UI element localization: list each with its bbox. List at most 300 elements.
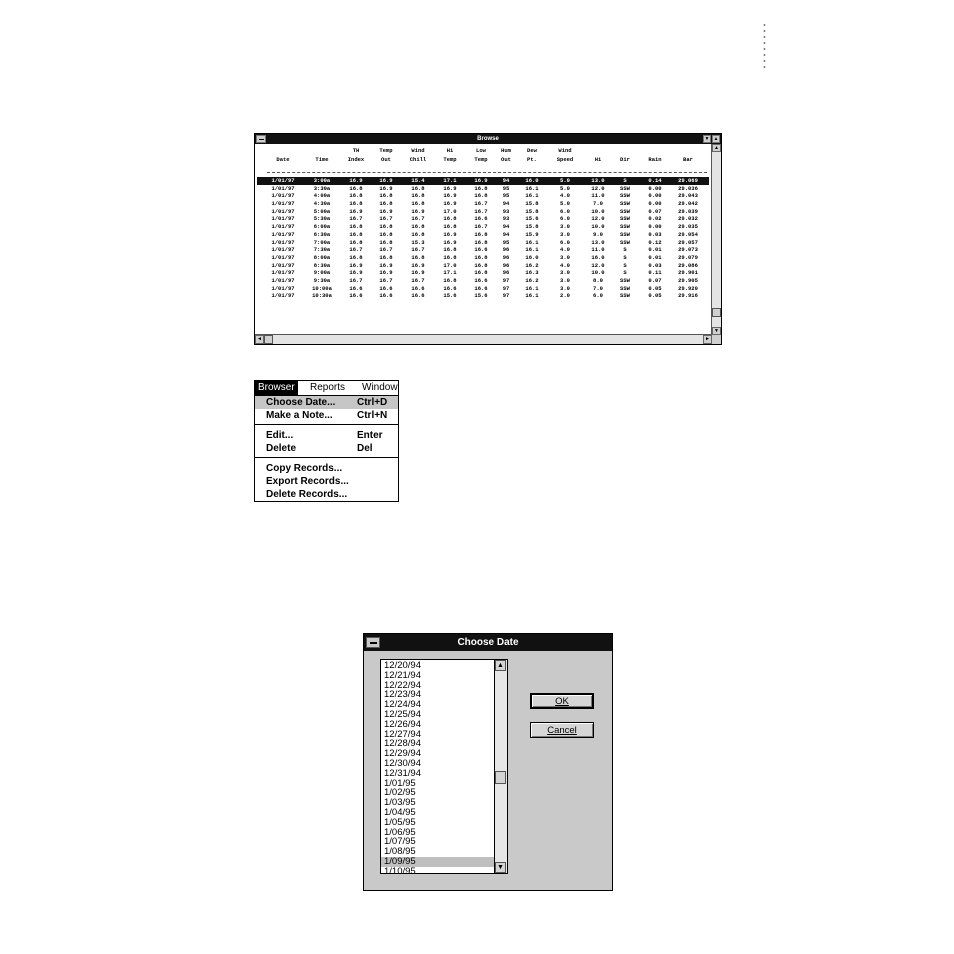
table-row[interactable] (257, 215, 709, 223)
table-cell: 16.9 (379, 207, 393, 215)
menu-separator (255, 424, 398, 425)
table-cell: 29.086 (678, 261, 698, 269)
table-cell: 16.8 (443, 253, 457, 261)
table-cell: 16.6 (474, 246, 488, 254)
table-cell: 5.0 (560, 184, 570, 192)
table-cell: 16.7 (474, 207, 488, 215)
table-cell: 1/01/97 (271, 284, 295, 292)
table-cell: 16.3 (525, 269, 539, 277)
table-cell: 16.6 (411, 284, 425, 292)
table-cell: SSW (620, 292, 630, 300)
table-row[interactable] (257, 262, 709, 270)
table-cell: 0.00 (648, 223, 662, 231)
menu-separator (255, 457, 398, 458)
table-cell: 1/01/97 (271, 292, 295, 300)
table-cell: 96 (502, 269, 510, 277)
table-cell: 10:30a (312, 292, 332, 300)
table-cell: 15.9 (525, 230, 539, 238)
ok-button-label: OK (555, 696, 569, 707)
table-cell: 95 (502, 238, 510, 246)
column-header-text: Out (381, 156, 391, 163)
system-menu-icon[interactable] (256, 135, 266, 143)
table-cell: 12.0 (591, 261, 605, 269)
table-cell: 16.6 (349, 284, 363, 292)
scroll-right-button[interactable] (703, 335, 712, 344)
table-row[interactable] (257, 254, 709, 262)
table-cell: 97 (502, 292, 510, 300)
menu-item[interactable] (255, 396, 398, 409)
table-cell: 3.0 (560, 276, 570, 284)
table-row[interactable] (257, 292, 709, 300)
list-item[interactable]: 12/31/94 (384, 767, 421, 779)
scroll-right-icon: ► (705, 336, 710, 342)
table-cell: 0.01 (648, 253, 662, 261)
table-cell: 16.0 (525, 253, 539, 261)
menu-item-label: Edit... (266, 430, 294, 441)
table-cell: 15.8 (525, 200, 539, 208)
column-header-text: Speed (556, 156, 574, 163)
choose-date-dialog (363, 633, 613, 891)
table-cell: 16.8 (411, 230, 425, 238)
table-cell: SSW (620, 215, 630, 223)
table-cell: 93 (502, 207, 510, 215)
list-item[interactable]: 1/01/95 (384, 777, 416, 789)
table-cell: 96 (502, 261, 510, 269)
scroll-up-button[interactable] (712, 144, 721, 152)
table-cell: 16.7 (379, 215, 393, 223)
table-cell: 10:00a (312, 284, 332, 292)
menu-item[interactable] (255, 475, 398, 488)
table-cell: 16.9 (474, 177, 488, 184)
list-scroll-down-button[interactable] (495, 862, 506, 873)
table-cell: 12.0 (591, 215, 605, 223)
table-cell: 16.9 (349, 269, 363, 277)
column-header-text: Hum (501, 147, 511, 154)
minimize-button[interactable] (703, 135, 711, 143)
table-cell: 16.8 (474, 192, 488, 200)
column-header-text: Temp (379, 147, 393, 154)
table-cell: 16.8 (349, 192, 363, 200)
table-cell: 16.7 (349, 246, 363, 254)
table-cell: 16.8 (349, 200, 363, 208)
table-cell: 16.8 (349, 223, 363, 231)
list-item[interactable]: 1/04/95 (384, 806, 416, 818)
column-header-text: Time (315, 156, 329, 163)
table-cell: 16.1 (525, 238, 539, 246)
table-cell: 7.0 (593, 284, 603, 292)
table-cell: 10.0 (591, 223, 605, 231)
table-cell: 16.0 (591, 253, 605, 261)
menu-item-label: Choose Date... (266, 397, 336, 408)
table-cell: S (623, 269, 627, 277)
browse-title-bar[interactable] (255, 134, 721, 144)
table-cell: 1/01/97 (271, 230, 295, 238)
column-header-text: Dir (620, 156, 630, 163)
table-cell: 7:30a (313, 246, 331, 254)
table-cell: 1/01/97 (271, 215, 295, 223)
table-row[interactable] (257, 192, 709, 200)
menu-item[interactable] (255, 462, 398, 475)
table-cell: 7:00a (313, 238, 331, 246)
table-cell: 16.8 (349, 238, 363, 246)
table-cell: 16.1 (525, 292, 539, 300)
list-item[interactable]: 12/22/94 (384, 679, 421, 691)
table-cell: 13.0 (591, 238, 605, 246)
table-cell: 16.8 (411, 253, 425, 261)
menu-item-label: Make a Note... (266, 410, 333, 421)
table-cell: SSW (620, 184, 630, 192)
table-cell: 16.6 (443, 284, 457, 292)
list-item[interactable]: 1/07/95 (384, 836, 416, 848)
menu-item-shortcut: Ctrl+D (357, 397, 388, 408)
table-cell: 0.00 (648, 200, 662, 208)
list-item[interactable]: 12/24/94 (384, 699, 421, 711)
column-headers (257, 146, 709, 172)
table-cell: 16.7 (474, 223, 488, 231)
table-cell: 16.7 (379, 246, 393, 254)
table-cell: 16.6 (411, 292, 425, 300)
table-cell: 16.2 (525, 276, 539, 284)
dialog-title-bar[interactable] (364, 634, 612, 651)
column-header-text: Chill (409, 156, 427, 163)
column-header-text: Wind (558, 147, 572, 154)
table-cell: 8:00a (313, 253, 331, 261)
table-cell: 16.7 (411, 276, 425, 284)
table-cell: 15.8 (525, 223, 539, 231)
table-cell: 9.0 (593, 230, 603, 238)
scroll-left-button[interactable] (255, 335, 264, 344)
table-cell: 16.9 (349, 207, 363, 215)
table-cell: 4.0 (560, 192, 570, 200)
table-cell: 16.9 (411, 261, 425, 269)
table-row[interactable] (257, 277, 709, 285)
table-cell: 1/01/97 (271, 177, 295, 184)
menu-item[interactable] (255, 488, 398, 501)
list-scroll-up-button[interactable] (495, 660, 506, 671)
browse-window (254, 133, 722, 345)
table-cell: 16.9 (411, 269, 425, 277)
column-header-text: Dew (527, 147, 537, 154)
table-cell: 94 (502, 230, 510, 238)
table-cell: 13.0 (591, 177, 605, 184)
list-item[interactable]: 12/23/94 (384, 689, 421, 701)
table-cell: SSW (620, 207, 630, 215)
table-cell: 6:00a (313, 223, 331, 231)
column-header-text: Pt. (527, 156, 537, 163)
table-cell: 0.01 (648, 246, 662, 254)
maximize-button[interactable] (712, 135, 720, 143)
table-cell: SSW (620, 192, 630, 200)
browser-dropdown-menu (255, 396, 398, 501)
list-item[interactable]: 12/28/94 (384, 738, 421, 750)
table-cell: 29.905 (678, 276, 698, 284)
table-cell: 29.032 (678, 215, 698, 223)
table-row[interactable] (257, 246, 709, 254)
table-cell: 29.069 (678, 177, 698, 184)
table-cell: 0.05 (648, 292, 662, 300)
table-cell: 16.8 (379, 238, 393, 246)
list-item[interactable]: 1/05/95 (384, 816, 416, 828)
table-cell: 16.8 (379, 253, 393, 261)
page-margin-dots (763, 22, 766, 68)
table-cell: 0.02 (648, 215, 662, 223)
date-listbox[interactable] (380, 659, 508, 874)
table-cell: SSW (620, 200, 630, 208)
table-cell: 16.8 (411, 200, 425, 208)
table-cell: 4.0 (560, 261, 570, 269)
table-cell: 3:30a (313, 184, 331, 192)
table-cell: 16.9 (443, 192, 457, 200)
table-cell: 6.0 (560, 215, 570, 223)
table-cell: 16.2 (525, 261, 539, 269)
table-row[interactable] (257, 185, 709, 193)
list-scroll-thumb[interactable] (495, 771, 506, 784)
menu-item-label: Copy Records... (266, 463, 343, 474)
table-cell: 1/01/97 (271, 223, 295, 231)
table-cell: 16.6 (474, 276, 488, 284)
horizontal-scrollbar[interactable] (255, 334, 712, 344)
table-cell: 16.6 (474, 284, 488, 292)
table-cell: 1/01/97 (271, 253, 295, 261)
table-row[interactable] (257, 231, 709, 239)
table-cell: 29.042 (678, 200, 698, 208)
list-item[interactable]: 12/25/94 (384, 708, 421, 720)
table-cell: 17.1 (443, 177, 457, 184)
table-cell: 1/01/97 (271, 200, 295, 208)
scroll-down-button[interactable] (712, 327, 721, 335)
table-cell: 17.0 (443, 207, 457, 215)
table-row[interactable] (257, 208, 709, 216)
table-cell: 7.0 (593, 200, 603, 208)
date-list (381, 661, 495, 874)
table-cell: 0.14 (648, 177, 662, 184)
table-cell: 29.057 (678, 238, 698, 246)
table-cell: 16.8 (411, 223, 425, 231)
table-cell: 16.1 (525, 184, 539, 192)
table-cell: 16.8 (474, 184, 488, 192)
menu-reports[interactable]: Reports (310, 382, 346, 393)
table-cell: 1/01/97 (271, 238, 295, 246)
table-cell: 1/01/97 (271, 269, 295, 277)
table-cell: 16.1 (525, 192, 539, 200)
menu-item-label: Export Records... (266, 476, 349, 487)
date-list-scrollbar[interactable] (494, 660, 507, 873)
table-cell: 16.8 (379, 192, 393, 200)
menu-item[interactable] (255, 429, 398, 442)
table-cell: 16.8 (474, 253, 488, 261)
table-cell: 0.03 (648, 261, 662, 269)
dialog-system-menu-icon[interactable] (366, 637, 380, 648)
table-cell: 1/01/97 (271, 276, 295, 284)
list-item[interactable]: 1/09/95 (381, 857, 495, 867)
horizontal-scroll-thumb[interactable] (264, 335, 273, 344)
table-cell: 16.9 (379, 261, 393, 269)
table-cell: 29.039 (678, 207, 698, 215)
records-table (257, 177, 709, 332)
table-cell: 16.1 (525, 246, 539, 254)
table-cell: 16.8 (349, 184, 363, 192)
dialog-title: Choose Date (457, 637, 519, 648)
table-cell: 16.9 (443, 238, 457, 246)
table-cell: 95 (502, 192, 510, 200)
menu-item-shortcut: Del (357, 443, 373, 454)
menu-window[interactable]: Window (362, 382, 398, 393)
table-cell: 94 (502, 200, 510, 208)
table-cell: 3:00a (313, 177, 331, 184)
table-cell: 29.916 (678, 292, 698, 300)
table-cell: 16.8 (443, 246, 457, 254)
column-header-text: Temp (443, 156, 457, 163)
list-item[interactable]: 12/20/94 (384, 660, 421, 671)
table-cell: 3.0 (560, 269, 570, 277)
table-cell: 29.054 (678, 230, 698, 238)
table-cell: 16.7 (379, 276, 393, 284)
table-cell: 3.0 (560, 253, 570, 261)
table-cell: 29.901 (678, 269, 698, 277)
table-cell: 16.6 (379, 284, 393, 292)
column-header-text: Bar (683, 156, 693, 163)
cancel-button[interactable] (530, 722, 594, 738)
table-cell: 6.0 (560, 238, 570, 246)
table-cell: SSW (620, 284, 630, 292)
table-cell: 0.03 (648, 230, 662, 238)
list-item[interactable]: 12/26/94 (384, 718, 421, 730)
table-cell: 29.920 (678, 284, 698, 292)
table-cell: 17.0 (443, 261, 457, 269)
list-item[interactable]: 1/08/95 (384, 846, 416, 858)
menu-browser[interactable]: Browser (255, 381, 298, 395)
table-cell: 0.00 (648, 184, 662, 192)
menu-item-shortcut: Enter (357, 430, 383, 441)
table-cell: 16.8 (411, 192, 425, 200)
table-cell: S (623, 177, 627, 184)
table-cell: 29.073 (678, 246, 698, 254)
table-cell: 16.8 (379, 230, 393, 238)
cancel-button-label: Cancel (547, 725, 577, 736)
scroll-down-icon: ▼ (714, 328, 719, 334)
table-cell: 16.8 (443, 215, 457, 223)
menu-item[interactable] (255, 409, 398, 422)
table-cell: 15.6 (474, 292, 488, 300)
table-cell: 16.6 (379, 292, 393, 300)
list-scroll-up-icon: ▲ (497, 662, 504, 669)
table-cell: SSW (620, 223, 630, 231)
table-cell: 16.0 (525, 177, 539, 184)
table-cell: SSW (620, 238, 630, 246)
table-row[interactable] (257, 239, 709, 247)
column-header-text: Out (501, 156, 511, 163)
table-row[interactable] (257, 285, 709, 293)
table-row[interactable] (257, 269, 709, 277)
table-cell: 16.8 (474, 238, 488, 246)
list-scroll-down-icon: ▼ (497, 864, 504, 871)
table-cell: 29.043 (678, 192, 698, 200)
table-cell: 29.035 (678, 223, 698, 231)
table-cell: 9:30a (313, 276, 331, 284)
table-cell: 11.0 (591, 246, 605, 254)
scrollbar-corner (712, 335, 721, 344)
table-cell: 0.11 (648, 269, 662, 277)
scroll-up-icon: ▲ (714, 145, 719, 151)
maximize-icon: ▲ (713, 136, 719, 142)
table-cell: 16.1 (525, 284, 539, 292)
table-cell: 5:00a (313, 207, 331, 215)
table-cell: 4:00a (313, 192, 331, 200)
table-row[interactable] (257, 177, 709, 185)
vertical-scrollbar[interactable] (711, 144, 721, 335)
table-cell: 16.7 (349, 276, 363, 284)
menu-item-label: Delete (266, 443, 297, 454)
table-cell: 0.12 (648, 238, 662, 246)
list-item[interactable]: 1/10/95 (384, 865, 416, 874)
table-row[interactable] (257, 223, 709, 231)
menu-item-shortcut: Ctrl+N (357, 410, 388, 421)
column-header-text: Hi (446, 147, 454, 154)
table-cell: 3.0 (560, 223, 570, 231)
table-cell: 6:30a (313, 230, 331, 238)
table-cell: 96 (502, 253, 510, 261)
table-cell: 3.0 (560, 284, 570, 292)
table-cell: 16.9 (379, 269, 393, 277)
table-cell: 1/01/97 (271, 261, 295, 269)
table-cell: 16.9 (379, 177, 393, 184)
vertical-scroll-thumb[interactable] (712, 308, 721, 317)
list-item[interactable]: 12/30/94 (384, 757, 421, 769)
table-cell: 97 (502, 284, 510, 292)
table-row[interactable] (257, 200, 709, 208)
list-item[interactable]: 12/29/94 (384, 748, 421, 760)
table-cell: 16.8 (474, 261, 488, 269)
column-header-text: Date (276, 156, 290, 163)
table-cell: 29.036 (678, 184, 698, 192)
table-cell: 16.6 (349, 292, 363, 300)
list-item[interactable]: 1/03/95 (384, 797, 416, 809)
table-cell: 16.9 (443, 230, 457, 238)
table-cell: 1/01/97 (271, 246, 295, 254)
table-cell: 16.8 (379, 200, 393, 208)
ok-button[interactable] (530, 693, 594, 709)
list-item[interactable]: 1/06/95 (384, 826, 416, 838)
browse-title: Browse (477, 136, 499, 142)
table-cell: 15.6 (443, 292, 457, 300)
table-cell: 95 (502, 184, 510, 192)
column-header-text: Index (347, 156, 365, 163)
table-cell: 16.8 (411, 184, 425, 192)
table-cell: 4.0 (560, 246, 570, 254)
column-header-text: Rain (648, 156, 662, 163)
list-item[interactable]: 12/21/94 (384, 669, 421, 681)
table-cell: 16.9 (443, 200, 457, 208)
table-cell: 16.7 (349, 215, 363, 223)
column-header-text: Hi (594, 156, 602, 163)
table-cell: 16.8 (443, 276, 457, 284)
minimize-icon: ▼ (704, 136, 710, 142)
menu-bar (255, 381, 398, 396)
list-item[interactable]: 12/27/94 (384, 728, 421, 740)
table-cell: 94 (502, 223, 510, 231)
table-cell: 15.8 (525, 207, 539, 215)
table-cell: 0.05 (648, 284, 662, 292)
table-cell: S (623, 246, 627, 254)
list-item[interactable]: 1/02/95 (384, 787, 416, 799)
table-cell: 16.7 (411, 215, 425, 223)
menu-item[interactable] (255, 442, 398, 455)
table-cell: 15.4 (411, 177, 425, 184)
column-header-text: Wind (411, 147, 425, 154)
table-cell: SSW (620, 276, 630, 284)
table-cell: 15.3 (411, 238, 425, 246)
table-cell: 16.9 (349, 261, 363, 269)
